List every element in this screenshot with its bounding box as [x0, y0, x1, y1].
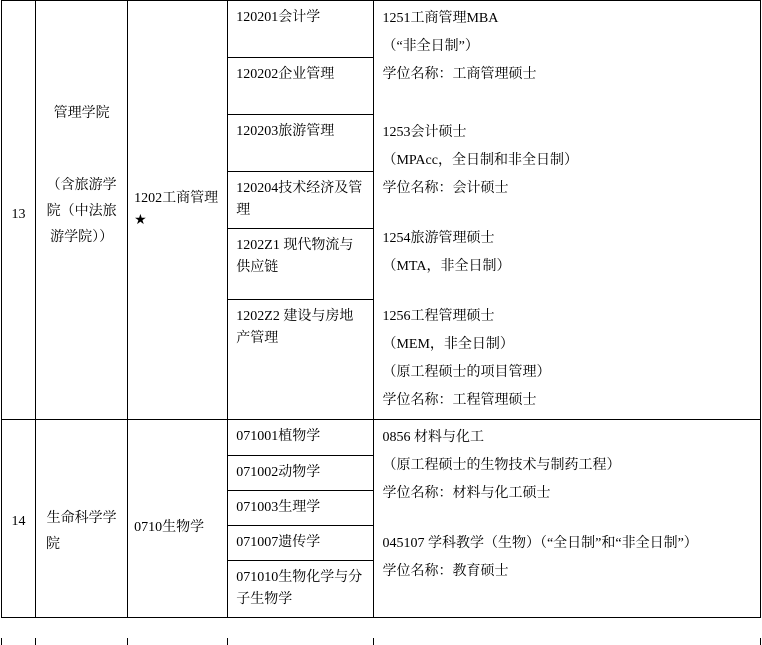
first-level-major-name: 0710生物学: [134, 520, 205, 535]
degree-line: （原工程硕士的项目管理）: [382, 365, 551, 380]
second-level-major-list: [228, 1, 373, 370]
second-level-major-list: [228, 420, 373, 617]
list-item: 120202企业管理: [228, 57, 373, 114]
college-name: 管理学院: [53, 106, 110, 121]
degree-line: （“非全日制”）: [382, 39, 479, 54]
degree-spacer: [382, 281, 752, 303]
degree-spacer: [382, 508, 752, 530]
degree-line: （MEM，非全日制）: [382, 337, 514, 352]
degree-program-list: [374, 1, 760, 419]
table-row: [2, 420, 761, 618]
row-number-cell: [2, 420, 36, 618]
first-level-major-name: 1202工商管理: [134, 191, 219, 206]
row-number: 13: [11, 207, 26, 222]
degree-line: 学位名称：材料与化工硕士: [382, 486, 551, 501]
column-divider: [373, 638, 374, 645]
list-item: 120204技术经济及管理: [228, 171, 373, 228]
degree-line: 1254旅游管理硕士: [382, 231, 495, 246]
degree-program-list: [374, 420, 760, 590]
degree-line: （MTA，非全日制）: [382, 259, 511, 274]
college-cell: [36, 420, 128, 618]
college-name-line-2: 院: [46, 537, 61, 552]
list-item: 071001植物学: [228, 420, 373, 455]
first-level-major-cell: [128, 1, 228, 420]
second-level-major-cell: [228, 420, 374, 618]
degree-spacer: [382, 89, 752, 119]
list-item: 071003生理学: [228, 490, 373, 525]
degree-line: 045107 学科教学（生物）（“全日制”和“非全日制”）: [382, 536, 698, 551]
degree-line: 学位名称：会计硕士: [382, 181, 509, 196]
degree-programs-cell: [374, 1, 761, 420]
first-level-major-cell: [128, 420, 228, 618]
degree-line: 1256工程管理硕士: [382, 309, 495, 324]
degree-line: （MPAcc，全日制和非全日制）: [382, 153, 578, 168]
column-divider: [227, 638, 228, 645]
list-item: 120203旅游管理: [228, 114, 373, 171]
table-row: [2, 1, 761, 420]
degree-programs-cell: [374, 420, 761, 618]
row-number-cell: [2, 1, 36, 420]
list-item: 1202Z2 建设与房地产管理: [236, 308, 354, 346]
college-note-line-2: 院（中法旅: [46, 204, 117, 219]
degree-line: 1253会计硕士: [382, 125, 467, 140]
list-item: 071007遗传学: [228, 525, 373, 560]
college-note-line-3: 游学院））: [50, 230, 114, 245]
degree-line: 0856 材料与化工: [382, 430, 484, 445]
college-note-line-1: （含旅游学: [46, 178, 117, 193]
row-number: 14: [11, 514, 26, 529]
next-row-top-edge: [1, 638, 761, 645]
degree-spacer: [382, 203, 752, 225]
program-catalog-table: [1, 0, 761, 618]
list-item: 1202Z1 现代物流与供应链: [228, 228, 373, 299]
star-icon: ★: [134, 213, 147, 228]
list-item: 120201会计学: [228, 1, 373, 57]
column-divider: [127, 638, 128, 645]
degree-line: 学位名称：教育硕士: [382, 564, 509, 579]
degree-line: 1251工商管理MBA: [382, 11, 499, 26]
list-item: 071002动物学: [228, 455, 373, 490]
college-spacer: [36, 127, 127, 173]
degree-line: 学位名称：工程管理硕士: [382, 393, 537, 408]
degree-line: （原工程硕士的生物技术与制药工程）: [382, 458, 621, 473]
second-level-major-cell: [228, 1, 374, 420]
column-divider: [35, 638, 36, 645]
college-name-line-1: 生命科学学: [46, 511, 117, 526]
list-item: 071010生物化学与分子生物学: [236, 569, 363, 607]
college-cell: [36, 1, 128, 420]
degree-line: 学位名称：工商管理硕士: [382, 67, 537, 82]
